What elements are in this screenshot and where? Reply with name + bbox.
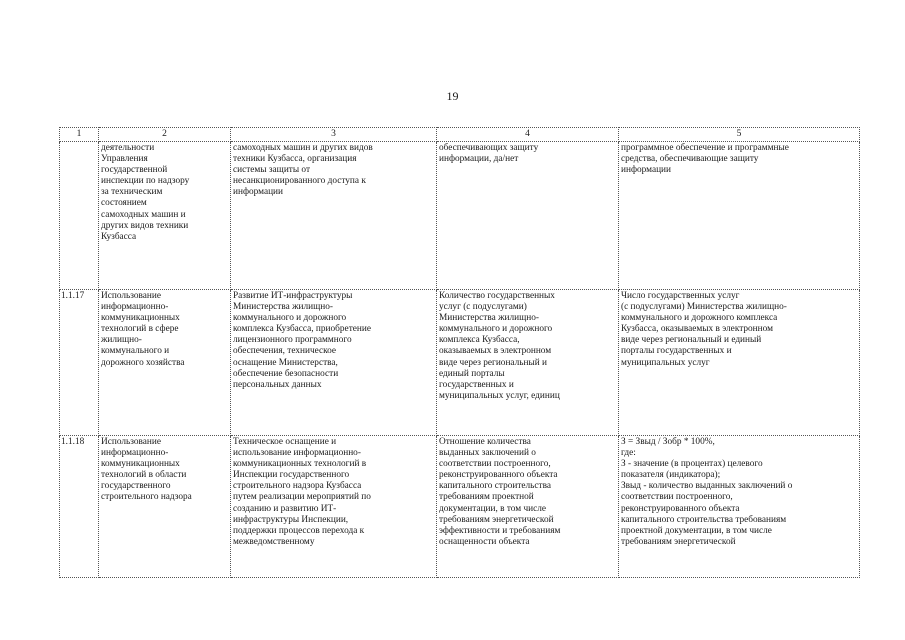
cell-text-line: Количество государственных [439,291,555,301]
cell-text-line: использование информационно- [233,448,361,459]
cell-text-line: Техническое оснащение и [233,437,337,447]
cell-text-line: проектной документации, в том числе [621,525,772,536]
cell-text-line: Кузбасса, оказываемых в электронном [621,324,773,335]
cell-text-line: реконструированного объекта [621,503,740,514]
cell-text-line: обеспечивающих защиту [439,143,539,153]
method-cell [619,142,860,290]
row-number: 1.1.17 [60,290,99,436]
cell-text-line: муниципальных услуг, единиц [439,390,560,401]
cell-text-line: Развитие ИТ-инфраструктуры [233,291,353,301]
cell-text-line: жилищно- [101,335,142,346]
indicator-name-cell [99,290,231,436]
cell-text-line: комплекса Кузбасса, [439,335,520,346]
cell-text-line: персональных данных [233,379,322,390]
row-number [60,142,99,290]
cell-text-line: (с подуслугами) Министерства жилищно- [621,302,787,313]
metric-cell [437,290,619,436]
cell-text-line: государственных и [439,379,514,390]
method-cell [619,436,860,578]
document-table [59,127,860,578]
cell-text-line: других видов техники [101,220,189,231]
cell-text-line: реконструированного объекта [439,470,558,481]
cell-text-line: требованиям энергетической [621,536,736,547]
cell-text-line: соответствии построенного, [621,492,733,503]
cell-text-line: состоянием [101,198,147,209]
cell-text-line: порталы государственных и [621,346,732,357]
cell-text-line: Использование [101,437,161,447]
cell-text-line: виде через региональный и единый [621,335,762,346]
cell-text-line: инспекции по надзору [101,176,190,187]
cell-text-line: программное обеспечение и программные [621,143,789,153]
cell-text-line: коммунального и дорожного комплекса [621,313,778,324]
cell-text-line: капитального строительства требованиям [621,514,787,525]
cell-text-line: обеспечение безопасности [233,368,339,379]
cell-text-line: обеспечения, техническое [233,346,337,357]
indicator-name-cell [99,142,231,290]
cell-text-line: информационно- [101,448,169,459]
cell-text-line: требованиям энергетической [439,514,554,525]
cell-text-line: информации [233,187,284,198]
cell-text-line: информационно- [101,302,169,313]
cell-text-line: Отношение количества [439,437,531,447]
cell-text-line: комплекса Кузбасса, приобретение [233,324,371,335]
cell-text-line: выданных заключений о [439,448,536,459]
cell-text-line: созданию и развитию ИТ- [233,503,337,514]
cell-text-line: средства, обеспечивающие защиту [621,154,759,165]
table-row [60,436,860,578]
header-col-4: 4 [437,128,619,142]
cell-text-line: техники Кузбасса, организация [233,154,357,165]
cell-text-line: оказываемых в электронном [439,346,552,357]
row-number: 1.1.18 [60,436,99,578]
cell-text-line: документации, в том числе [439,503,547,514]
header-col-2: 2 [99,128,231,142]
cell-text-line: услуг (с подуслугами) [439,302,527,313]
cell-text-line: капитального строительства [439,481,551,492]
cell-text-line: несанкционированного доступа к [233,176,366,187]
cell-text-line: Число государственных услуг [621,291,740,301]
header-col-3: 3 [231,128,437,142]
table-header-row [60,128,860,142]
cell-text-line: Министерства жилищно- [233,302,333,313]
indicator-name-cell [99,436,231,578]
cell-text-line: самоходных машин и других видов [233,143,373,153]
cell-text-line: показателя (индикатора); [621,470,721,481]
table-row [60,142,860,290]
cell-text-line: коммунального и дорожного [439,324,553,335]
cell-text-line: эффективности и требованиям [439,525,561,536]
metric-cell [437,142,619,290]
cell-text-line: путем реализации мероприятий по [233,492,371,503]
cell-text-line: дорожного хозяйства [101,357,185,368]
cell-text-line: Управления [101,154,148,165]
cell-text-line: Кузбасса [101,231,137,242]
cell-text-line: технологий в области [101,470,187,481]
cell-text-line: требованиям проектной [439,492,534,503]
header-col-5: 5 [619,128,860,142]
header-col-1: 1 [60,128,99,142]
cell-text-line: З = Звыд / Зобр * 100%, [621,437,715,447]
cell-text-line: инфраструктуры Инспекции, [233,514,349,525]
cell-text-line: коммунального и дорожного [233,313,347,324]
cell-text-line: муниципальных услуг [621,357,710,368]
cell-text-line: поддержки процессов перехода к [233,525,365,536]
cell-text-line: строительного надзора [101,492,192,503]
activity-cell [231,142,437,290]
cell-text-line: за техническим [101,187,163,198]
cell-text-line: строительного надзора Кузбасса [233,481,362,492]
cell-text-line: Звыд - количество выданных заключений о [621,481,793,492]
metric-cell [437,436,619,578]
activity-cell [231,436,437,578]
table-row [60,290,860,436]
cell-text-line: информации, да/нет [439,154,519,165]
cell-text-line: информации [621,165,672,176]
page-number: 19 [446,89,459,103]
cell-text-line: коммунального и [101,346,170,357]
cell-text-line: технологий в сфере [101,324,179,335]
cell-text-line: государственного [101,481,171,492]
cell-text-line: межведомственному [233,536,315,547]
cell-text-line: Использование [101,291,161,301]
cell-text-line: Министерства жилищно- [439,313,539,324]
cell-text-line: коммуникационных [101,459,180,470]
cell-text-line: виде через региональный и [439,357,548,368]
method-cell [619,290,860,436]
cell-text-line: деятельности [101,143,155,153]
cell-text-line: где: [621,448,636,459]
cell-text-line: лицензионного программного [233,335,352,346]
cell-text-line: оснащение Министерства, [233,357,338,368]
cell-text-line: единый порталы [439,368,505,379]
cell-text-line: З - значение (в процентах) целевого [621,459,763,470]
cell-text-line: коммуникационных технологий в [233,459,367,470]
cell-text-line: самоходных машин и [101,209,186,220]
cell-text-line: системы защиты от [233,165,311,176]
cell-text-line: соответствии построенного, [439,459,551,470]
activity-cell [231,290,437,436]
cell-text-line: коммуникационных [101,313,180,324]
cell-text-line: Инспекции государственного [233,470,350,481]
cell-text-line: государственной [101,165,168,176]
cell-text-line: оснащенности объекта [439,536,530,547]
